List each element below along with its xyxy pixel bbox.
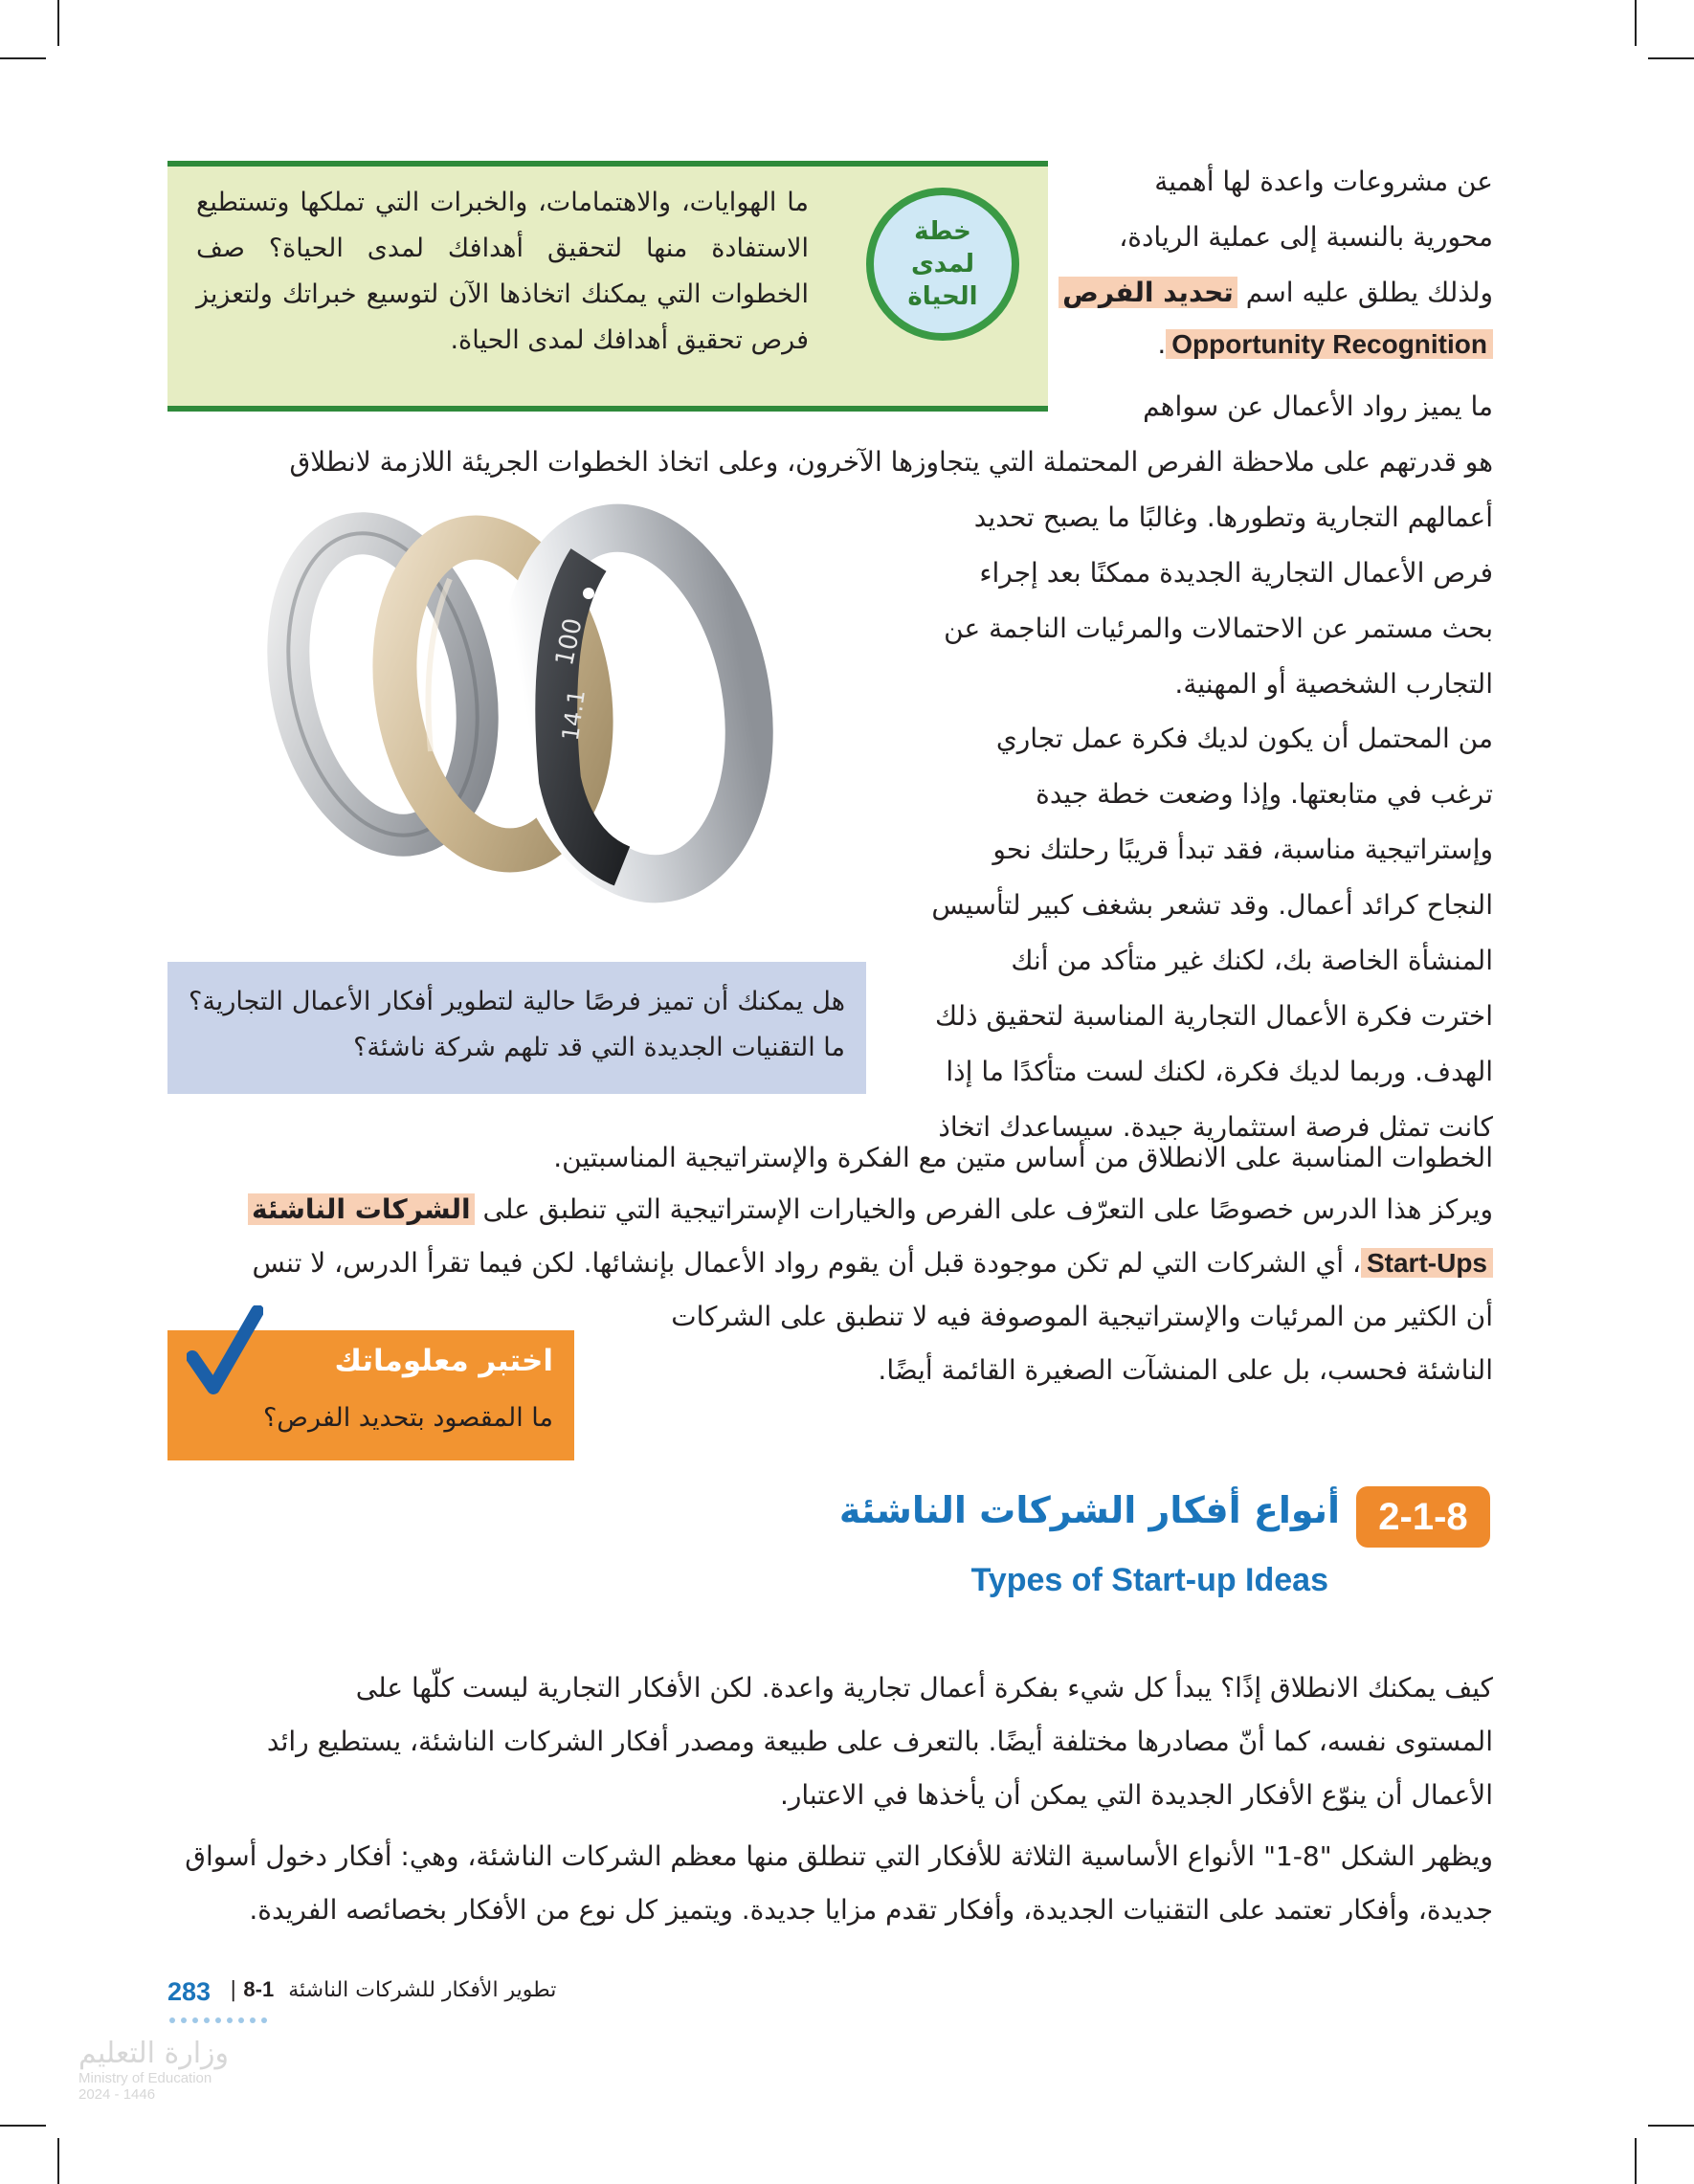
lifelong-plan-badge-label: خطة لمدى الحياة	[907, 217, 978, 311]
svg-text:100: 100	[550, 615, 589, 669]
section-title-ar: أنواع أفكار الشركات الناشئة	[838, 1489, 1340, 1531]
para3-line7: الهدف. وربما لديك فكرة، لكنك لست متأكدًا ما إذا	[946, 1056, 1493, 1087]
para3-line3: وإستراتيجية مناسبة، فقد تبدأ قريبًا رحلتك نحو	[992, 834, 1493, 865]
para4-line2-text: ، أي الشركات التي لم تكن موجودة قبل أن يقوم رواد الأعمال بإنشائها. لكن فيما تقرأ الدرس، لا تنس	[252, 1247, 1361, 1279]
question-box	[167, 962, 866, 1094]
para2-line1: ما يميز رواد الأعمال عن سواهم	[1143, 390, 1493, 422]
checkmark-icon	[187, 1305, 263, 1397]
para6-line1: ويظهر الشكل "8-1" الأنواع الأساسية الثلاثة للأفكار التي تنطلق منها معظم الشركات الناشئة، وهي: أفكار دخول أسواق	[185, 1840, 1493, 1872]
smart-bracelets-image	[258, 502, 794, 904]
para2-line5: بحث مستمر عن الاحتمالات والمرئيات الناجمة عن	[944, 613, 1493, 644]
para3-line9: الخطوات المناسبة على الانطلاق من أساس متين مع الفكرة والإستراتيجية المناسبتين.	[553, 1142, 1493, 1173]
para3-line6: اخترت فكرة الأعمال التجارية المناسبة لتحقيق ذلك	[935, 1000, 1493, 1032]
para3-line5: المنشأة الخاصة بك، لكنك غير متأكد من أنك	[1011, 945, 1493, 976]
para5-line1: كيف يمكنك الانطلاق إذًا؟ يبدأ كل شيء بفكرة أعمال تجارية واعدة. لكن الأفكار التجارية ليست كلّها على	[355, 1672, 1493, 1704]
para4-line1-text: ويركز هذا الدرس خصوصًا على التعرّف على الفرص والخيارات الإستراتيجية التي تنطبق على	[474, 1193, 1493, 1225]
lifelong-plan-text: ما الهوايات، والاهتمامات، والخبرات التي تملكها وتستطيع الاستفادة منها لتحقيق أهدافك لمدى الحياة؟ صف الخطوات التي يمكنك اتخاذها الآن لتوسيع خبراتك ولتعزيز فرص تحقيق أهدافك لمدى الحياة.	[196, 188, 809, 355]
question-text: هل يمكنك أن تميز فرصًا حالية لتطوير أفكار الأعمال التجارية؟ ما التقنيات الجديدة التي قد تلهم شركة ناشئة؟	[189, 987, 845, 1062]
para1-line4	[1157, 325, 1493, 364]
startups-term-en: Start-Ups	[1361, 1248, 1493, 1278]
para1-line3-text: ولذلك يطلق عليه اسم	[1237, 277, 1493, 308]
footer-chapter-title: تطوير الأفكار للشركات الناشئة	[288, 1978, 557, 2002]
startups-term-ar: الشركات الناشئة	[248, 1193, 475, 1225]
para1-line4-dot: .	[1157, 328, 1167, 360]
test-knowledge-box	[167, 1330, 574, 1460]
para2-line6: التجارب الشخصية أو المهنية.	[1174, 668, 1493, 700]
para5-line2: المستوى نفسه، كما أنّ مصادرها مختلفة أيضًا. بالتعرف على طبيعة ومصدر أفكار الشركات الناشئة، يستطيع رائد	[266, 1726, 1493, 1757]
test-knowledge-title: اختبر معلوماتك	[334, 1344, 553, 1378]
para3-line4: النجاح كرائد أعمال. وقد تشعر بشغف كبير لتأسيس	[931, 889, 1493, 921]
para2-line4: فرص الأعمال التجارية الجديدة ممكنًا بعد إجراء	[979, 557, 1493, 589]
para6-line2: جديدة، وأفكار تعتمد على التقنيات الجديدة، وأفكار تقدم مزايا جديدة. ويتميز كل نوع من الأفكار بخصائصه الفريدة.	[249, 1894, 1493, 1926]
para1-line2: محورية بالنسبة إلى عملية الريادة،	[1119, 221, 1493, 253]
para2-line3: أعمالهم التجارية وتطورها. وغالبًا ما يصبح تحديد	[973, 501, 1493, 533]
para3-line1: من المحتمل أن يكون لديك فكرة عمل تجاري	[995, 723, 1493, 754]
para1-line1: عن مشروعات واعدة لها أهمية	[1154, 166, 1493, 197]
para2-line2: هو قدرتهم على ملاحظة الفرص المحتملة التي يتجاوزها الآخرون، وعلى اتخاذ الخطوات الجريئة اللازمة لانطلاق	[289, 446, 1493, 478]
footer-chapter-number: 1-8	[243, 1977, 275, 2001]
svg-text:14.1: 14.1	[556, 687, 591, 743]
footer-chapter: تطوير الأفكار للشركات الناشئة 1-8 |	[230, 1977, 557, 2002]
test-knowledge-question: ما المقصود بتحديد الفرص؟	[262, 1403, 553, 1433]
ministry-year: 2024 - 1446	[78, 2086, 156, 2103]
para4-line4: الناشئة فحسب، بل على المنشآت الصغيرة القائمة أيضًا.	[878, 1354, 1493, 1386]
opportunity-term-en: Opportunity Recognition	[1166, 329, 1493, 359]
section-number: 2-1-8	[1356, 1486, 1490, 1548]
opportunity-term-ar: تحديد الفرص	[1059, 277, 1237, 308]
para3-line8: كانت تمثل فرصة استثمارية جيدة. سيساعدك اتخاذ	[938, 1111, 1493, 1143]
ministry-name-en: Ministry of Education	[78, 2070, 212, 2086]
lifelong-plan-box	[167, 161, 1048, 412]
para4-line1	[248, 1191, 1493, 1229]
para1-line3	[1059, 274, 1493, 312]
para4-line3: أن الكثير من المرئيات والإستراتيجية الموصوفة فيه لا تنطبق على الشركات	[671, 1301, 1493, 1332]
para5-line3: الأعمال أن ينوّع الأفكار الجديدة التي يمكن أن يأخذها في الاعتبار.	[779, 1779, 1493, 1811]
section-title-en: Types of Start-up Ideas	[970, 1562, 1328, 1598]
para4-line2	[252, 1244, 1493, 1282]
para3-line2: ترغب في متابعتها. وإذا وضعت خطة جيدة	[1036, 778, 1493, 810]
dots-decoration	[167, 2014, 282, 2027]
ministry-name-ar: وزارة التعليم	[78, 2037, 230, 2070]
ministry-watermark	[78, 2037, 229, 2103]
lifelong-plan-badge	[866, 188, 1019, 341]
page-number: 283	[167, 1977, 212, 2006]
